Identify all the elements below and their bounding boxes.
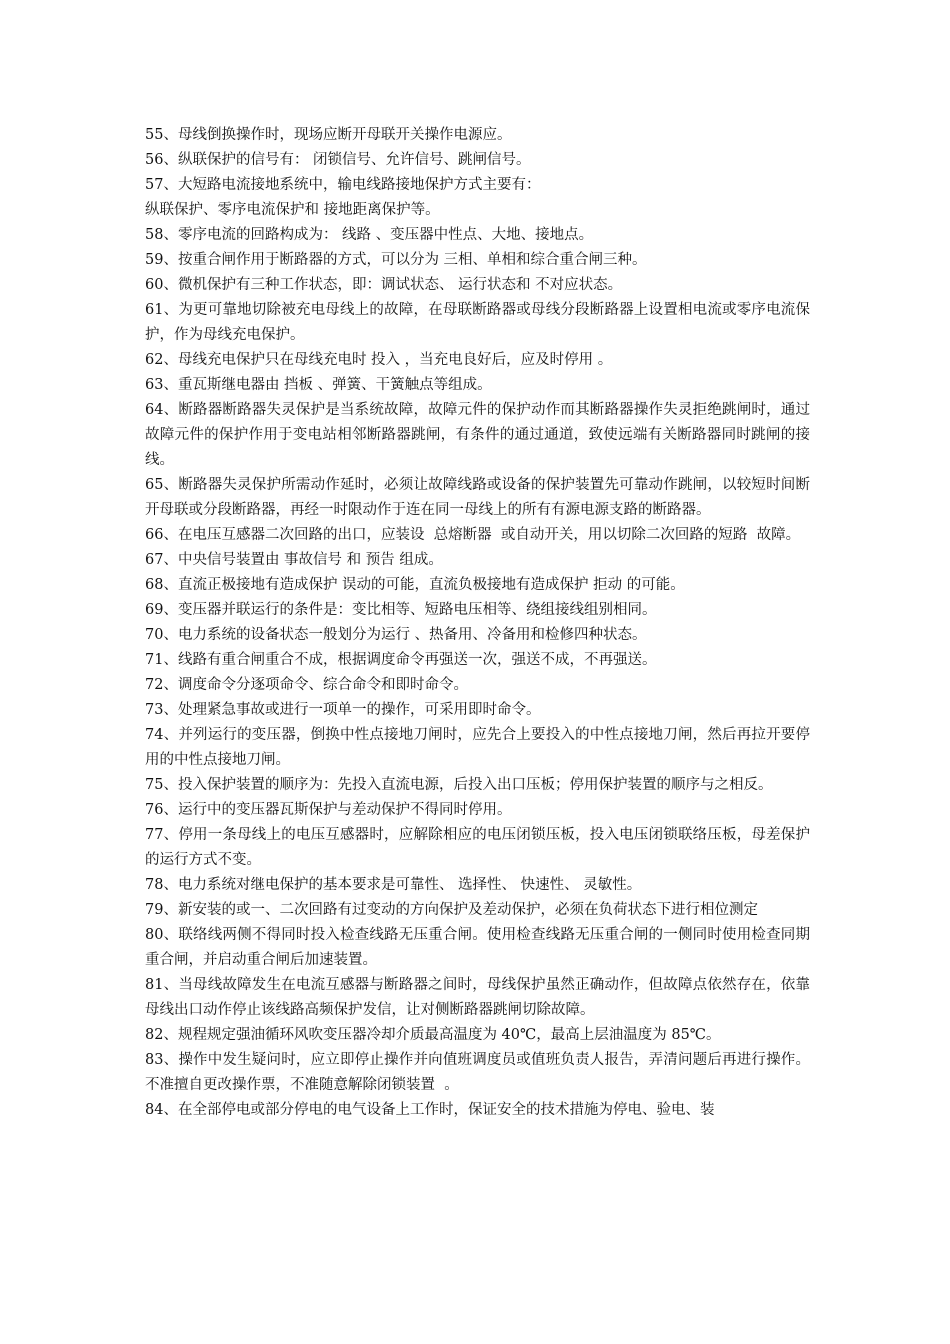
list-item: 64、断路器断路器失灵保护是当系统故障，故障元件的保护动作而其断路器操作失灵拒绝跳闸时，通过故障元件的保护作用于变电站相邻断路器跳闸，有条件的通过通道，致使远端有关断路器同时跳闸的接线。 bbox=[145, 402, 810, 468]
list-item: 65、断路器失灵保护所需动作延时，必须让故障线路或设备的保护装置先可靠动作跳闸，以较短时间断开母联或分段断路器，再经一时限动作于连在同一母线上的所有有源电源支路的断路器。 bbox=[145, 477, 810, 518]
list-item: 56、纵联保护的信号有： 闭锁信号、允许信号、跳闸信号。 bbox=[145, 152, 531, 168]
list-item: 74、并列运行的变压器，倒换中性点接地刀闸时，应先合上要投入的中性点接地刀闸，然后再拉开要停用的中性点接地刀闸。 bbox=[145, 727, 810, 768]
list-item: 63、重瓦斯继电器由 挡板 、弹簧、干簧触点等组成。 bbox=[145, 377, 492, 393]
list-item: 60、微机保护有三种工作状态，即：调试状态、 运行状态和 不对应状态。 bbox=[145, 277, 623, 293]
list-item: 67、中央信号装置由 事故信号 和 预告 组成。 bbox=[145, 552, 443, 568]
list-item: 73、处理紧急事故或进行一项单一的操作，可采用即时命令。 bbox=[145, 702, 541, 718]
list-item: 80、联络线两侧不得同时投入检查线路无压重合闸。使用检查线路无压重合闸的一侧同时使用检查同期重合闸，并启动重合闸后加速装置。 bbox=[145, 927, 810, 968]
list-item: 77、停用一条母线上的电压互感器时，应解除相应的电压闭锁压板，投入电压闭锁联络压板，母差保护的运行方式不变。 bbox=[145, 827, 810, 868]
list-item: 81、当母线故障发生在电流互感器与断路器之间时，母线保护虽然正确动作，但故障点依然存在，依靠母线出口动作停止该线路高频保护发信，让对侧断路器跳闸切除故障。 bbox=[145, 977, 810, 1018]
list-item: 83、操作中发生疑问时，应立即停止操作并向值班调度员或值班负责人报告，弄清问题后再进行操作。不准擅自更改操作票，不准随意解除闭锁装置 。 bbox=[145, 1052, 810, 1093]
list-item: 59、按重合闸作用于断路器的方式，可以分为 三相、单相和综合重合闸三种。 bbox=[145, 252, 647, 268]
list-item: 84、在全部停电或部分停电的电气设备上工作时，保证安全的技术措施为停电、验电、装 bbox=[145, 1102, 715, 1118]
list-item: 75、投入保护装置的顺序为：先投入直流电源，后投入出口压板；停用保护装置的顺序与之相反。 bbox=[145, 777, 773, 793]
list-item: 76、运行中的变压器瓦斯保护与差动保护不得同时停用。 bbox=[145, 802, 512, 818]
list-item: 82、规程规定强油循环风吹变压器冷却介质最高温度为 40℃，最高上层油温度为 85℃。 bbox=[145, 1027, 721, 1043]
document-body bbox=[145, 123, 810, 1123]
list-item: 68、直流正极接地有造成保护 误动的可能，直流负极接地有造成保护 拒动 的可能。 bbox=[145, 577, 685, 593]
list-item: 58、零序电流的回路构成为： 线路 、变压器中性点、大地、接地点。 bbox=[145, 227, 594, 243]
list-item: 70、电力系统的设备状态一般划分为运行 、热备用、冷备用和检修四种状态。 bbox=[145, 627, 647, 643]
list-item: 62、母线充电保护只在母线充电时 投入 ，当充电良好后，应及时停用 。 bbox=[145, 352, 613, 368]
list-item: 66、在电压互感器二次回路的出口，应装设 总熔断器 或自动开关，用以切除二次回路的短路 故障。 bbox=[145, 527, 801, 543]
list-item: 78、电力系统对继电保护的基本要求是可靠性、 选择性、 快速性、 灵敏性。 bbox=[145, 877, 642, 893]
list-item: 57、大短路电流接地系统中，输电线路接地保护方式主要有： bbox=[145, 177, 541, 193]
list-item: 纵联保护、零序电流保护和 接地距离保护等。 bbox=[145, 202, 440, 218]
list-item: 79、新安装的或一、二次回路有过变动的方向保护及差动保护，必须在负荷状态下进行相位测定 bbox=[145, 902, 758, 918]
list-item: 72、调度命令分逐项命令、综合命令和即时命令。 bbox=[145, 677, 468, 693]
list-item: 55、母线倒换操作时，现场应断开母联开关操作电源应。 bbox=[145, 127, 512, 143]
list-item: 71、线路有重合闸重合不成，根据调度命令再强送一次，强送不成，不再强送。 bbox=[145, 652, 657, 668]
list-item: 69、变压器并联运行的条件是：变比相等、短路电压相等、绕组接线组别相同。 bbox=[145, 602, 657, 618]
list-item: 61、为更可靠地切除被充电母线上的故障，在母联断路器或母线分段断路器上设置相电流或零序电流保护，作为母线充电保护。 bbox=[145, 302, 810, 343]
